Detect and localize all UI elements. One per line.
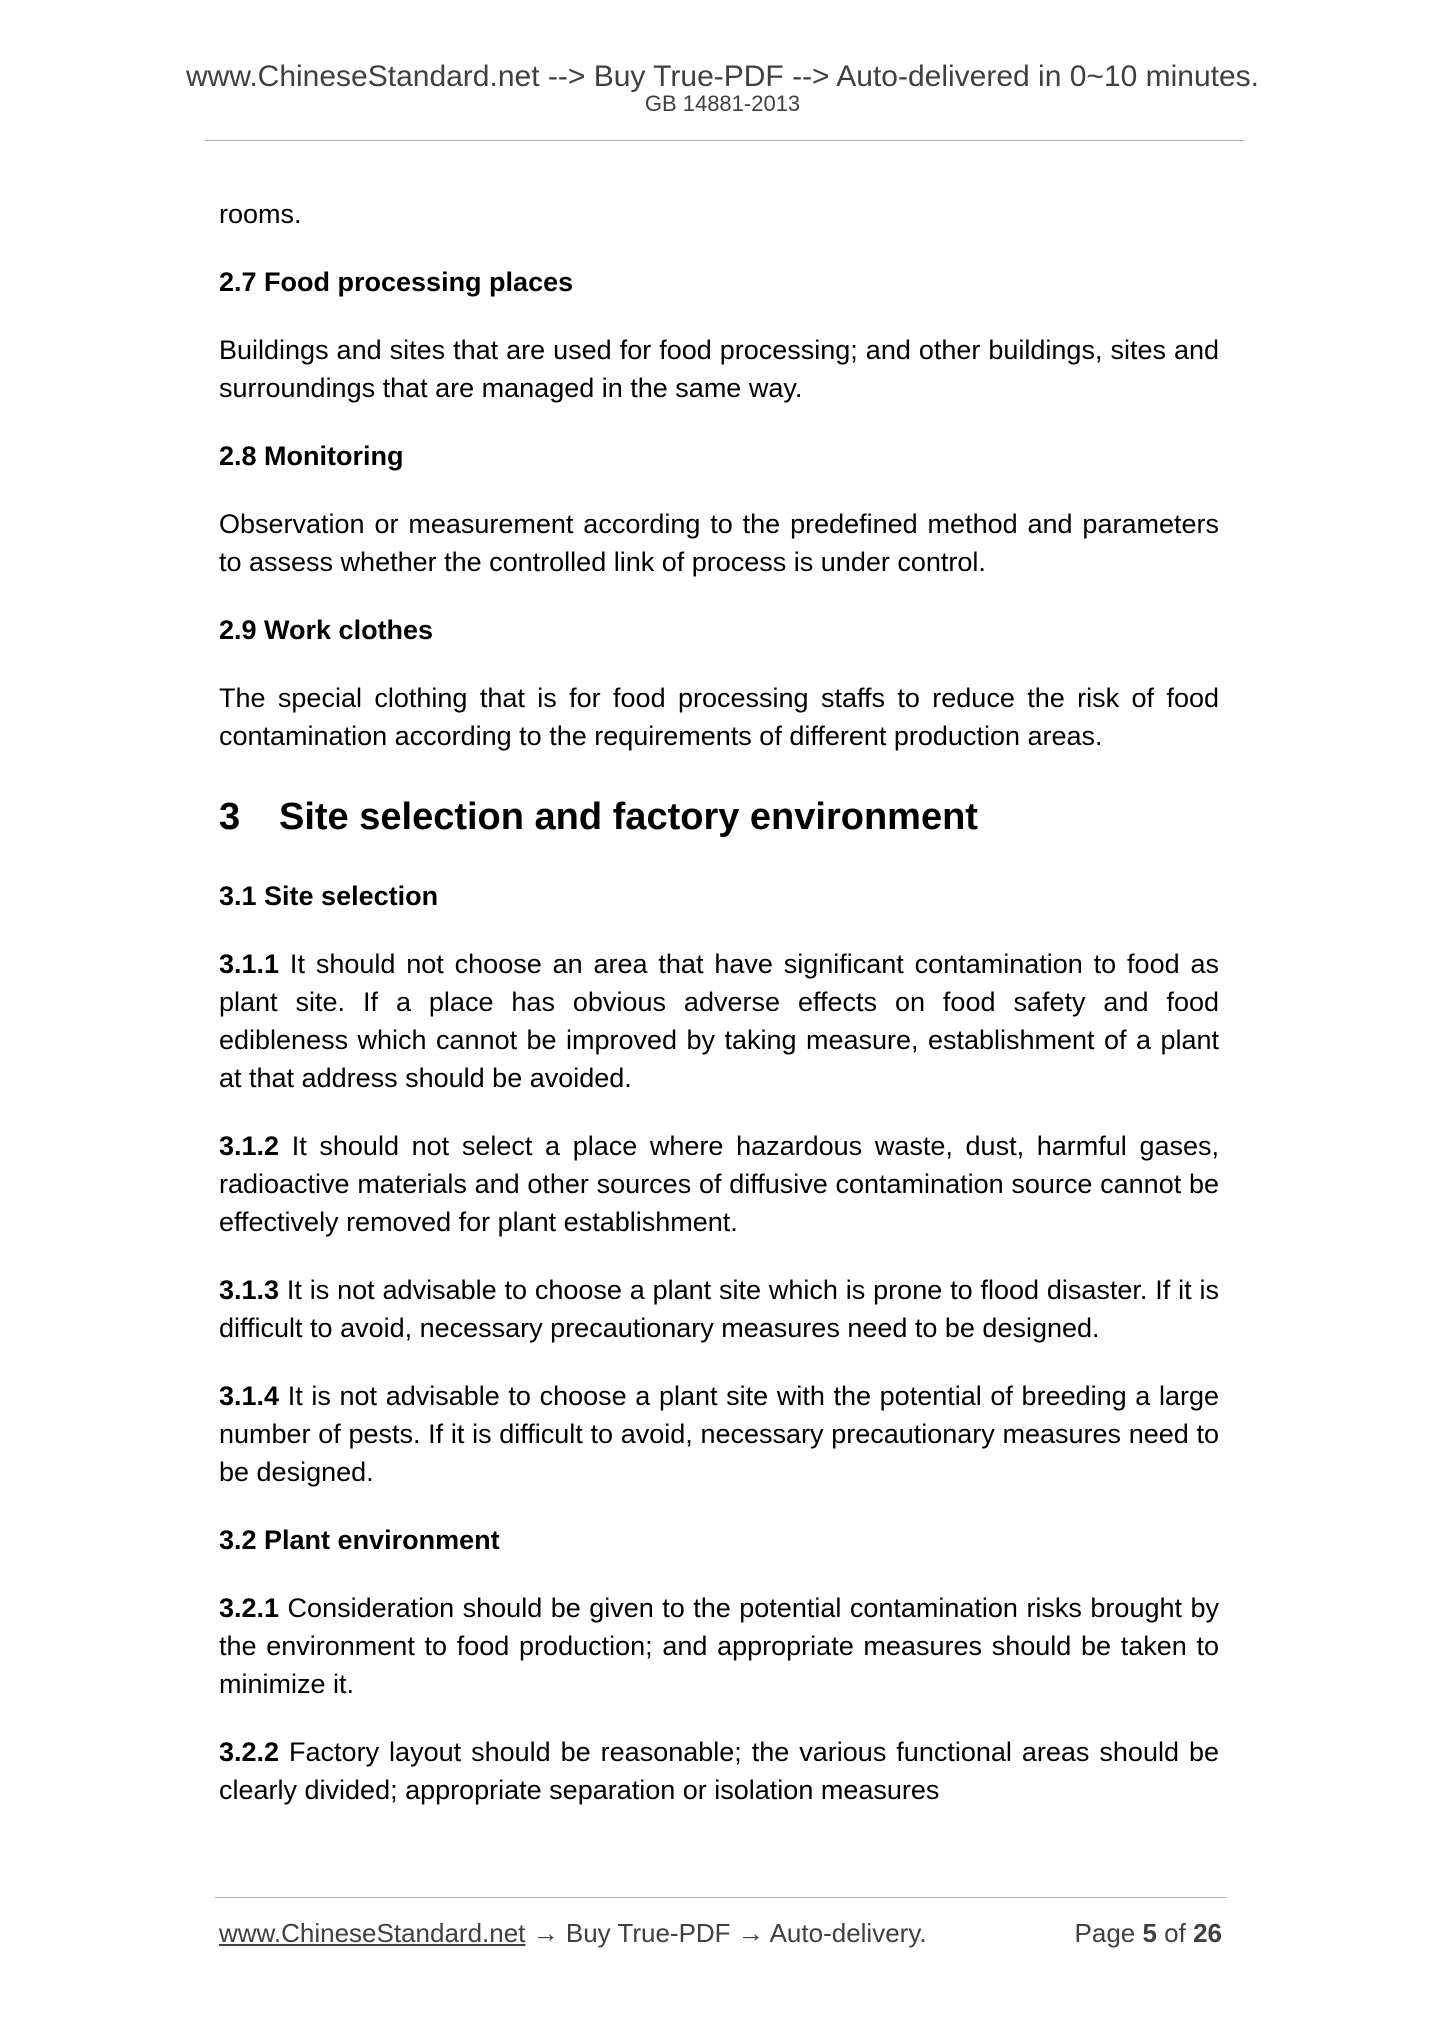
section-2-8-text: Observation or measurement according to the predefined method and parameters to assess whether the controlled link of process is under control.	[219, 509, 1219, 577]
clause-number: 3.2.1	[219, 1593, 280, 1623]
clause-number: 3.1.3	[219, 1275, 280, 1305]
header-divider	[205, 140, 1245, 141]
site-link[interactable]: www.ChineseStandard.net	[219, 1918, 526, 1948]
clause-number: 3.1.1	[219, 949, 280, 979]
intro-fragment: rooms.	[219, 199, 302, 229]
page-number	[1075, 1917, 1222, 1949]
footer-links	[219, 1917, 927, 1949]
section-2-8-heading: 2.8 Monitoring	[219, 441, 404, 471]
clause-3-1-3	[219, 1271, 1219, 1347]
section-2-9-text: The special clothing that is for food processing staffs to reduce the risk of food contamination according to the requirements of different production areas.	[219, 683, 1219, 751]
section-3-heading	[219, 795, 1219, 839]
page-label: Page	[1074, 1918, 1143, 1948]
page-total: 26	[1193, 1918, 1222, 1948]
page-current: 5	[1142, 1918, 1157, 1948]
clause-3-1-2	[219, 1127, 1219, 1241]
clause-text: It should not select a place where hazardous waste, dust, harmful gases, radioactive materials and other sources of diffusive contamination source cannot be effectively removed for plant establishment.	[219, 1131, 1219, 1237]
section-3-2-heading: 3.2 Plant environment	[219, 1525, 500, 1555]
clause-3-1-4	[219, 1377, 1219, 1491]
footer-divider	[215, 1897, 1227, 1898]
delivery-text: Auto-delivery.	[769, 1918, 927, 1948]
clause-text: Consideration should be given to the potential contamination risks brought by the environment to food production; and appropriate measures should be taken to minimize it.	[219, 1593, 1219, 1699]
clause-number: 3.2.2	[219, 1737, 280, 1767]
clause-number: 3.1.2	[219, 1131, 280, 1161]
clause-3-2-1	[219, 1589, 1219, 1703]
clause-text: It is not advisable to choose a plant site with the potential of breeding a large number of pests. If it is difficult to avoid, necessary precautionary measures need to be designed.	[219, 1381, 1219, 1487]
arrow-icon: →	[525, 1918, 566, 1948]
standard-code: GB 14881-2013	[644, 91, 801, 116]
clause-3-2-2	[219, 1733, 1219, 1809]
clause-text: It is not advisable to choose a plant site which is prone to flood disaster. If it is difficult to avoid, necessary precautionary measures need to be designed.	[219, 1275, 1219, 1343]
section-2-7-text: Buildings and sites that are used for food processing; and other buildings, sites and surroundings that are managed in the same way.	[219, 335, 1219, 403]
arrow-icon: →	[730, 1918, 770, 1948]
clause-text: It should not choose an area that have significant contamination to food as plant site. If a place has obvious adverse effects on food safety and food edibleness which cannot be improved by taking measure, establishment of a plant at that address should be avoided.	[219, 949, 1219, 1093]
clause-text: Factory layout should be reasonable; the various functional areas should be clearly divided; appropriate separation or isolation measures	[219, 1737, 1219, 1805]
clause-number: 3.1.4	[219, 1381, 280, 1411]
section-3-number: 3	[219, 796, 241, 838]
section-3-title: Site selection and factory environment	[279, 796, 978, 838]
page-of: of	[1156, 1918, 1194, 1948]
clause-3-1-1	[219, 945, 1219, 1097]
header-banner: www.ChineseStandard.net --> Buy True-PDF --> Auto-delivered in 0~10 minutes.	[185, 60, 1260, 93]
section-2-9-heading: 2.9 Work clothes	[219, 615, 434, 645]
section-3-1-heading: 3.1 Site selection	[219, 881, 439, 911]
section-2-7-heading: 2.7 Food processing places	[219, 267, 574, 297]
buy-text: Buy True-PDF	[565, 1918, 731, 1948]
document-body	[219, 195, 1219, 1809]
